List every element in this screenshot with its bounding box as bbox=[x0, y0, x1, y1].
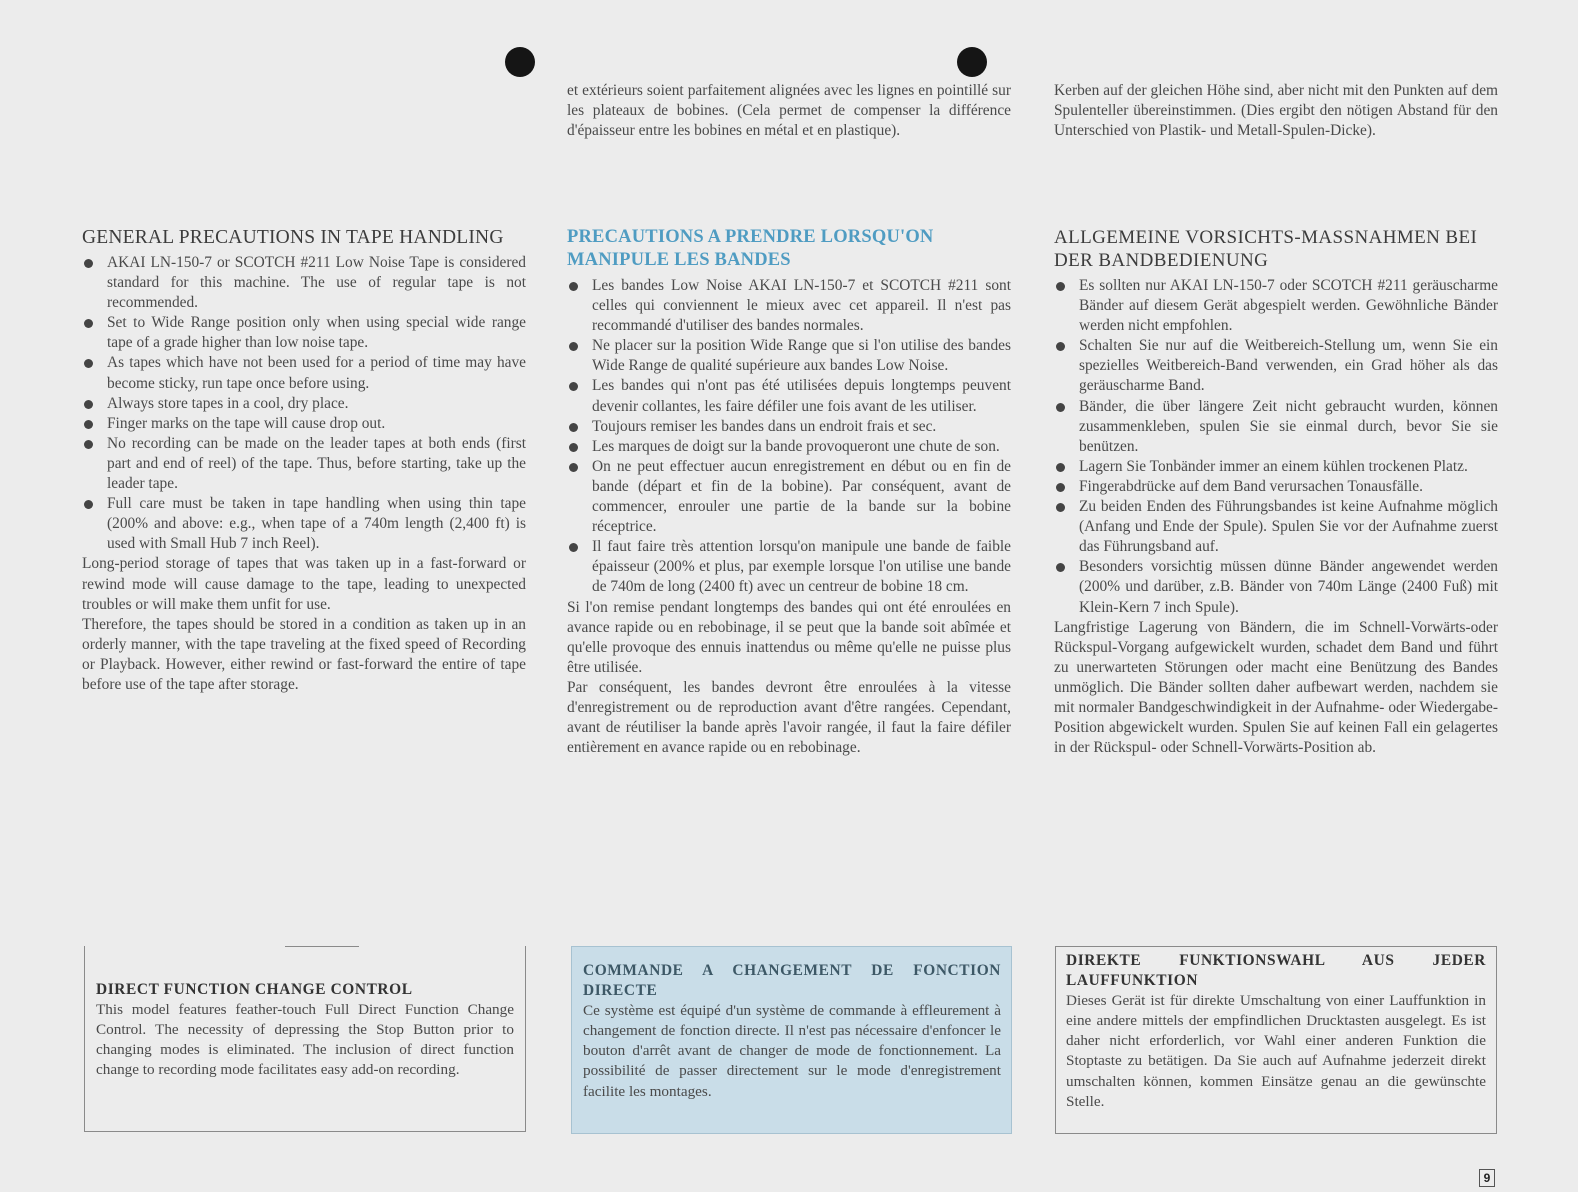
fr-box-content bbox=[583, 961, 1001, 1102]
list-item: Fingerabdrücke auf dem Band verursachen Tonausfälle. bbox=[1054, 477, 1498, 497]
fr-storage-paragraph-2: Par conséquent, les bandes devront être enroulées à la vitesse d'enregistrement ou de reproduction avant d'être rangées. Cependant, avant de réutiliser la bande après l'avoir rangée, il faut la faire défiler entièrement en avance rapide ou en rebobinage. bbox=[567, 678, 1011, 757]
en-storage-paragraph-2: Therefore, the tapes should be stored in a condition as taken up in an orderly manner, with the tape traveling at the fixed speed of Recording or Playback. However, either rewind or fast-forward the entire of tape before use of the tape after storage. bbox=[82, 615, 526, 693]
de-box-content bbox=[1066, 951, 1486, 1112]
en-box-heading: DIRECT FUNCTION CHANGE CONTROL bbox=[96, 981, 413, 998]
de-box-text: Dieses Gerät ist für direkte Umschaltung von einer Lauffunktion in eine andere mittels der empfindlichen Drucktasten ausgelegt. Es ist daher nicht erforderlich, vor Wahl einer anderen Funktion die Stoptaste zu betätigen. Da Sie auch auf Aufnahme jederzeit direkt umschalten können, kommen Einsätze genau an die gewünschte Stelle. bbox=[1066, 992, 1486, 1110]
fr-box-text: Ce système est équipé d'un système de commande à effleurement à changement de fonction directe. Il n'est pas nécessaire d'enfoncer le bouton d'arrêt avant de changer de mode de fonctionnement. La possibilité de passer directement sur le mode d'enregistrement facilite les montages. bbox=[583, 1002, 1001, 1100]
list-item: Es sollten nur AKAI LN-150-7 oder SCOTCH #211 geräuscharme Bänder auf diesem Gerät abgespielt werden. Gewöhnliche Bänder werden nicht empfohlen. bbox=[1054, 276, 1498, 336]
de-continued-text bbox=[1054, 81, 1498, 141]
en-direct-function-box bbox=[84, 946, 526, 1132]
list-item: Il faut faire très attention lorsqu'on manipule une bande de faible épaisseur (200% et plus, par exemple lorsque l'on utilise une bande de 740m de long (2400 ft) avec un centreur de bobine 18 cm. bbox=[567, 537, 1011, 597]
en-storage-paragraph: Long-period storage of tapes that was taken up in a fast-forward or rewind mode will cause damage to the tape, leading to unexpected troubles or will make them unfit for use. bbox=[82, 555, 526, 613]
list-item: Full care must be taken in tape handling when using thin tape (200% and above: e.g., when tape of a 740m length (2,400 ft) is used with Small Hub 7 inch Reel). bbox=[82, 494, 526, 554]
list-item: Les bandes qui n'ont pas été utilisées depuis longtemps peuvent devenir collantes, les faire défiler une fois avant de les utiliser. bbox=[567, 376, 1011, 416]
de-precautions-section bbox=[1054, 226, 1498, 758]
list-item: Always store tapes in a cool, dry place. bbox=[82, 394, 526, 414]
fr-direct-function-box bbox=[571, 946, 1012, 1134]
list-item: On ne peut effectuer aucun enregistrement en début ou en fin de bande (départ et fin de la bobine). Par conséquent, avant de commencer, enrouler une partie de la bande sur la bobine réceptrice. bbox=[567, 457, 1011, 537]
de-box-heading: DIREKTE FUNKTIONSWAHL AUS JEDER LAUFFUNKTION bbox=[1066, 952, 1486, 990]
binder-hole-right bbox=[957, 47, 987, 77]
fr-precautions-list bbox=[567, 276, 1011, 598]
list-item: Lagern Sie Tonbänder immer an einem kühlen trockenen Platz. bbox=[1054, 457, 1498, 477]
list-item: Schalten Sie nur auf die Weitbereich-Stellung um, wenn Sie ein spezielles Weitbereich-Band verwenden, ein Grad höher als das geräuscharme Band. bbox=[1054, 336, 1498, 396]
page-number: 9 bbox=[1479, 1169, 1495, 1187]
list-item: Toujours remiser les bandes dans un endroit frais et sec. bbox=[567, 417, 1011, 437]
list-item: Ne placer sur la position Wide Range que si l'on utilise des bandes Wide Range de qualité supérieure aux bandes Low Noise. bbox=[567, 336, 1011, 376]
binder-hole-left bbox=[505, 47, 535, 77]
en-precautions-section bbox=[82, 226, 526, 695]
list-item: Les bandes Low Noise AKAI LN-150-7 et SCOTCH #211 sont celles qui conviennent le mieux avec cet appareil. Il n'est pas recommandé d'utiliser des bandes normales. bbox=[567, 276, 1011, 336]
list-item: Besonders vorsichtig müssen dünne Bänder angewendet werden (200% und darüber, z.B. Bänder von 740m Länge (2400 Fuß) mit Klein-Kern 7 inch Spule). bbox=[1054, 557, 1498, 617]
list-item: Finger marks on the tape will cause drop out. bbox=[82, 414, 526, 434]
fr-continued-text bbox=[567, 81, 1011, 141]
de-storage-paragraph: Langfristige Lagerung von Bändern, die im Schnell-Vorwärts-oder Rückspul-Vorgang aufgewickelt wurden, schadet dem Band und führt zu unerwarteten Störungen oder macht eine Benützung des Bandes unmöglich. Die Bänder sollten daher aufbewart werden, nachdem sie mit normaler Bandgeschwindigkeit in der Aufnahme- oder Wiedergabe-Position abgewickelt wurden. Spulen Sie auf keinen Fall ein gelagertes in der Rückspul- oder Schnell-Vorwärts-Position ab. bbox=[1054, 618, 1498, 757]
list-item: AKAI LN-150-7 or SCOTCH #211 Low Noise Tape is considered standard for this machine. The use of regular tape is not recommended. bbox=[82, 253, 526, 313]
de-continued-paragraph: Kerben auf der gleichen Höhe sind, aber nicht mit den Punkten auf dem Spulenteller übereinstimmen. (Dies ergibt den nötigen Abstand für den Unterschied von Plastik- und Metall-Spulen-Dicke). bbox=[1054, 82, 1498, 140]
en-box-content bbox=[96, 980, 514, 1080]
fr-precautions-heading: PRECAUTIONS A PRENDRE LORSQU'ON MANIPULE LES BANDES bbox=[567, 227, 934, 270]
en-precautions-list bbox=[82, 253, 526, 554]
list-item: Les marques de doigt sur la bande provoqueront une chute de son. bbox=[567, 437, 1011, 457]
fr-box-heading: COMMANDE A CHANGEMENT DE FONCTION DIRECTE bbox=[583, 962, 1001, 1000]
list-item: Set to Wide Range position only when using special wide range tape of a grade higher than low noise tape. bbox=[82, 313, 526, 353]
list-item: Bänder, die über längere Zeit nicht gebraucht wurden, können zusammenkleben, spulen Sie sie einmal durch, bevor Sie sie benützen. bbox=[1054, 397, 1498, 457]
list-item: Zu beiden Enden des Führungsbandes ist keine Aufnahme möglich (Anfang und Ende der Spule). Spulen Sie vor der Aufnahme zuerst das Führungsband auf. bbox=[1054, 497, 1498, 557]
list-item: As tapes which have not been used for a period of time may have become sticky, run tape once before using. bbox=[82, 353, 526, 393]
box-bottom-rule bbox=[85, 1131, 525, 1132]
de-precautions-list bbox=[1054, 276, 1498, 618]
list-item: No recording can be made on the leader tapes at both ends (first part and end of reel) of the tape. Thus, before starting, take up the leader tape. bbox=[82, 434, 526, 494]
en-box-text: This model features feather-touch Full Direct Function Change Control. The necessity of depressing the Stop Button prior to changing modes is eliminated. The inclusion of direct function change to recording mode facilitates easy add-on recording. bbox=[96, 1001, 514, 1079]
fr-storage-paragraph: Si l'on remise pendant longtemps des bandes qui ont été enroulées en avance rapide ou en rebobinage, il se peut que la bande soit abîmée et qu'elle provoque des ennuis inattendus ou même qu'elle ne puisse plus être utilisée. bbox=[567, 598, 1011, 676]
fr-continued-paragraph: et extérieurs soient parfaitement alignées avec les lignes en pointillé sur les plateaux de bobines. (Cela permet de compenser la différence d'épaisseur entre les bobines en métal et en plastique). bbox=[567, 82, 1011, 140]
box-top-rule bbox=[285, 946, 359, 947]
de-direct-function-box bbox=[1055, 946, 1497, 1134]
de-precautions-heading: ALLGEMEINE VORSICHTS-MASSNAHMEN BEI DER BANDBEDIENUNG bbox=[1054, 227, 1478, 271]
fr-precautions-section bbox=[567, 226, 1011, 758]
en-precautions-heading: GENERAL PRECAUTIONS IN TAPE HANDLING bbox=[82, 227, 504, 248]
